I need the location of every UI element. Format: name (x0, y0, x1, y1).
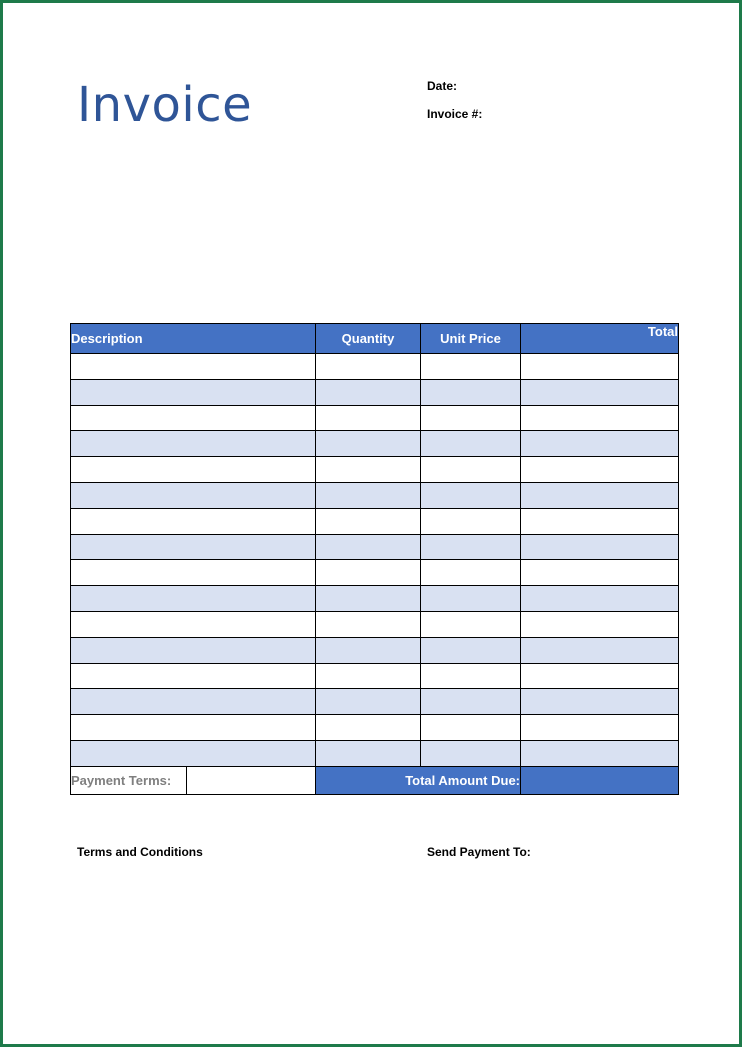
quantity-cell[interactable] (316, 586, 421, 612)
quantity-cell[interactable] (316, 560, 421, 586)
total-cell[interactable] (521, 405, 679, 431)
table-row (71, 482, 679, 508)
quantity-cell[interactable] (316, 431, 421, 457)
total-cell[interactable] (521, 508, 679, 534)
unit-price-cell[interactable] (421, 379, 521, 405)
quantity-cell[interactable] (316, 508, 421, 534)
table-row (71, 637, 679, 663)
quantity-cell[interactable] (316, 482, 421, 508)
table-row (71, 534, 679, 560)
total-cell[interactable] (521, 689, 679, 715)
quantity-cell[interactable] (316, 379, 421, 405)
description-cell[interactable] (71, 586, 316, 612)
quantity-cell[interactable] (316, 534, 421, 560)
unit-price-cell[interactable] (421, 715, 521, 741)
description-cell[interactable] (71, 482, 316, 508)
total-amount-due-field[interactable] (521, 766, 679, 794)
unit-price-cell[interactable] (421, 482, 521, 508)
summary-row (71, 766, 679, 794)
total-cell[interactable] (521, 482, 679, 508)
unit-price-cell[interactable] (421, 354, 521, 380)
payment-terms-label: Payment Terms: (71, 766, 187, 794)
table-row (71, 457, 679, 483)
total-cell[interactable] (521, 457, 679, 483)
quantity-cell[interactable] (316, 689, 421, 715)
line-items-table (70, 323, 679, 795)
total-cell[interactable] (521, 637, 679, 663)
unit-price-cell[interactable] (421, 637, 521, 663)
total-cell[interactable] (521, 431, 679, 457)
total-cell[interactable] (521, 354, 679, 380)
table-row (71, 689, 679, 715)
total-cell[interactable] (521, 560, 679, 586)
quantity-cell[interactable] (316, 740, 421, 766)
quantity-cell[interactable] (316, 611, 421, 637)
total-cell[interactable] (521, 611, 679, 637)
unit-price-cell[interactable] (421, 405, 521, 431)
invoice-number-label: Invoice #: (427, 107, 483, 121)
description-cell[interactable] (71, 405, 316, 431)
table-row (71, 715, 679, 741)
column-header-description: Description (71, 324, 316, 354)
description-cell[interactable] (71, 715, 316, 741)
total-amount-due-label: Total Amount Due: (316, 766, 521, 794)
quantity-cell[interactable] (316, 354, 421, 380)
quantity-cell[interactable] (316, 457, 421, 483)
quantity-cell[interactable] (316, 405, 421, 431)
unit-price-cell[interactable] (421, 457, 521, 483)
description-cell[interactable] (71, 689, 316, 715)
unit-price-cell[interactable] (421, 534, 521, 560)
unit-price-cell[interactable] (421, 740, 521, 766)
table-row (71, 379, 679, 405)
total-cell[interactable] (521, 740, 679, 766)
table-row (71, 508, 679, 534)
date-label: Date: (427, 79, 458, 93)
unit-price-cell[interactable] (421, 663, 521, 689)
description-cell[interactable] (71, 560, 316, 586)
table-row (71, 663, 679, 689)
description-cell[interactable] (71, 611, 316, 637)
description-cell[interactable] (71, 457, 316, 483)
quantity-cell[interactable] (316, 663, 421, 689)
unit-price-cell[interactable] (421, 508, 521, 534)
total-cell[interactable] (521, 715, 679, 741)
total-cell[interactable] (521, 586, 679, 612)
description-cell[interactable] (71, 637, 316, 663)
quantity-cell[interactable] (316, 637, 421, 663)
description-cell[interactable] (71, 354, 316, 380)
unit-price-cell[interactable] (421, 431, 521, 457)
invoice-title: Invoice (77, 77, 253, 133)
description-cell[interactable] (71, 740, 316, 766)
line-items-body (71, 354, 679, 767)
description-cell[interactable] (71, 431, 316, 457)
table-row (71, 740, 679, 766)
send-payment-to-label: Send Payment To: (427, 845, 531, 859)
unit-price-cell[interactable] (421, 611, 521, 637)
quantity-cell[interactable] (316, 715, 421, 741)
payment-terms-field[interactable] (187, 766, 316, 794)
description-cell[interactable] (71, 663, 316, 689)
column-header-quantity: Quantity (316, 324, 421, 354)
table-row (71, 611, 679, 637)
description-cell[interactable] (71, 379, 316, 405)
unit-price-cell[interactable] (421, 560, 521, 586)
column-header-unit-price: Unit Price (421, 324, 521, 354)
unit-price-cell[interactable] (421, 586, 521, 612)
total-cell[interactable] (521, 534, 679, 560)
description-cell[interactable] (71, 534, 316, 560)
column-header-total: Total (521, 324, 679, 354)
description-cell[interactable] (71, 508, 316, 534)
total-cell[interactable] (521, 663, 679, 689)
table-row (71, 354, 679, 380)
table-row (71, 586, 679, 612)
unit-price-cell[interactable] (421, 689, 521, 715)
table-row (71, 560, 679, 586)
table-header-row (71, 324, 679, 354)
total-cell[interactable] (521, 379, 679, 405)
table-row (71, 405, 679, 431)
table-row (71, 431, 679, 457)
terms-and-conditions-label: Terms and Conditions (77, 845, 203, 859)
